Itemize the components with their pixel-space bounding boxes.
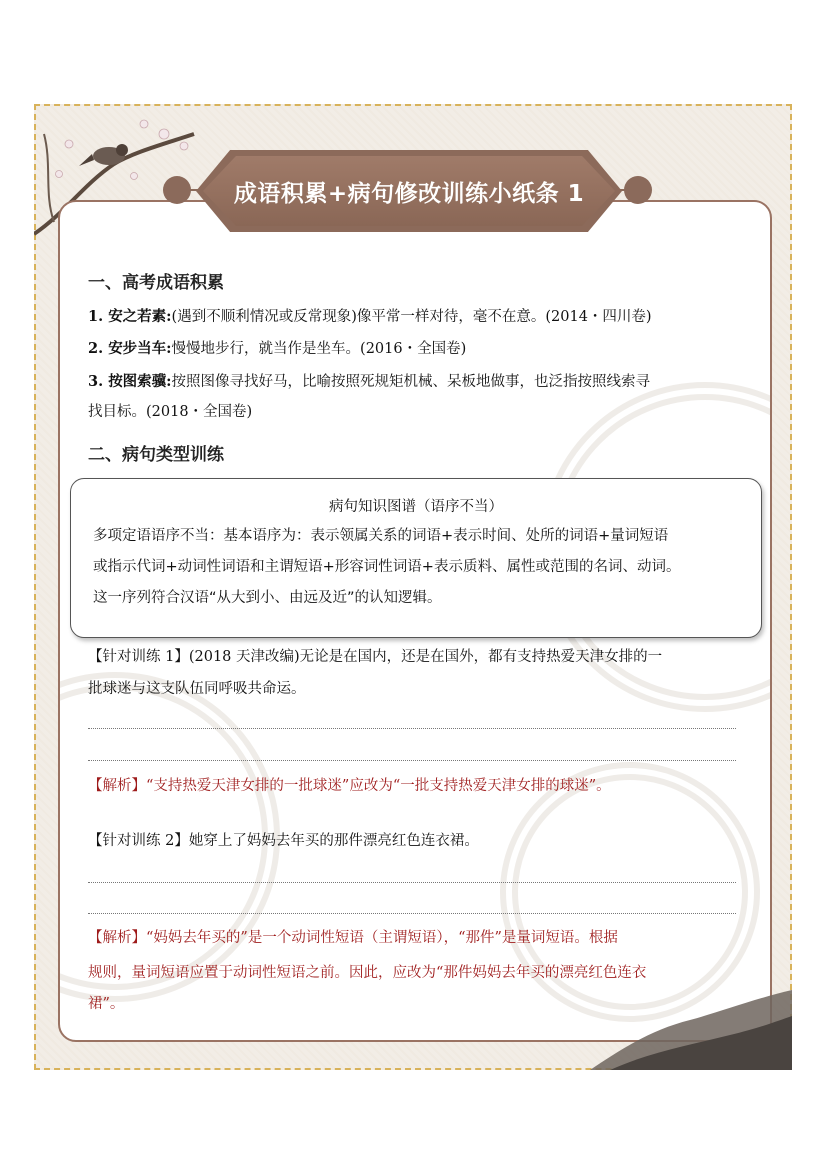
answer-line bbox=[88, 913, 736, 914]
section-heading-idioms: 一、高考成语积累 bbox=[88, 273, 224, 293]
idiom-definition: 按照图像寻找好马，比喻按照死规矩机械、呆板地做事，也泛指按照线索寻 bbox=[171, 374, 651, 390]
analysis-2-line-1: 【解析】“妈妈去年买的”是一个动词性短语（主谓短语），“那件”是量词短语。根据 bbox=[88, 930, 618, 946]
item-number: 3. bbox=[88, 373, 109, 390]
knowledge-line: 这一序列符合汉语“从大到小、由远及近”的认知逻辑。 bbox=[93, 590, 442, 606]
idiom-term: 按图索骥: bbox=[108, 373, 172, 390]
answer-line bbox=[88, 760, 736, 761]
idiom-definition: (遇到不顺利情况或反常现象)像平常一样对待，毫不在意。(2014・四川卷) bbox=[171, 309, 652, 325]
knowledge-box-title: 病句知识图谱（语序不当） bbox=[329, 499, 503, 515]
section-heading-sentence-errors: 二、病句类型训练 bbox=[88, 445, 224, 465]
answer-line bbox=[88, 882, 736, 883]
analysis-1: 【解析】“支持热爱天津女排的一批球迷”应改为“一批支持热爱天津女排的球迷”。 bbox=[88, 778, 611, 794]
knowledge-line: 多项定语语序不当：基本语序为：表示领属关系的词语+表示时间、处所的词语+量词短语 bbox=[93, 528, 669, 544]
exercise-1-line-1: 【针对训练 1】(2018 天津改编)无论是在国内，还是在国外，都有支持热爱天津女排的一 bbox=[88, 649, 663, 665]
analysis-2-line-2: 规则，量词短语应置于动词性短语之前。因此，应改为“那件妈妈去年买的漂亮红色连衣 bbox=[88, 965, 647, 981]
idiom-item-3 bbox=[88, 366, 738, 398]
page-title: 成语积累+病句修改训练小纸条 1 bbox=[233, 180, 585, 207]
idiom-item-1 bbox=[88, 301, 738, 333]
banner-dot-right bbox=[624, 176, 652, 204]
exercise-2: 【针对训练 2】她穿上了妈妈去年买的那件漂亮红色连衣裙。 bbox=[88, 833, 479, 849]
idiom-item-2 bbox=[88, 333, 738, 365]
answer-line bbox=[88, 728, 736, 729]
knowledge-box-body bbox=[93, 521, 745, 614]
idiom-term: 安步当车: bbox=[108, 340, 172, 357]
banner-dot-left bbox=[163, 176, 191, 204]
idiom-term: 安之若素: bbox=[108, 308, 172, 325]
knowledge-box bbox=[70, 478, 762, 638]
item-number: 2. bbox=[88, 340, 109, 357]
exercise-1-line-2: 批球迷与这支队伍同呼吸共命运。 bbox=[88, 681, 306, 697]
item-number: 1. bbox=[88, 308, 109, 325]
knowledge-line: 或指示代词+动词性词语和主谓短语+形容词性词语+表示质料、属性或范围的名词、动词。 bbox=[93, 559, 681, 575]
analysis-2-line-3: 裙”。 bbox=[88, 996, 125, 1012]
idiom-definition: 慢慢地步行，就当作是坐车。(2016・全国卷) bbox=[171, 341, 467, 357]
idiom-item-3-continued: 找目标。(2018・全国卷) bbox=[88, 404, 253, 420]
